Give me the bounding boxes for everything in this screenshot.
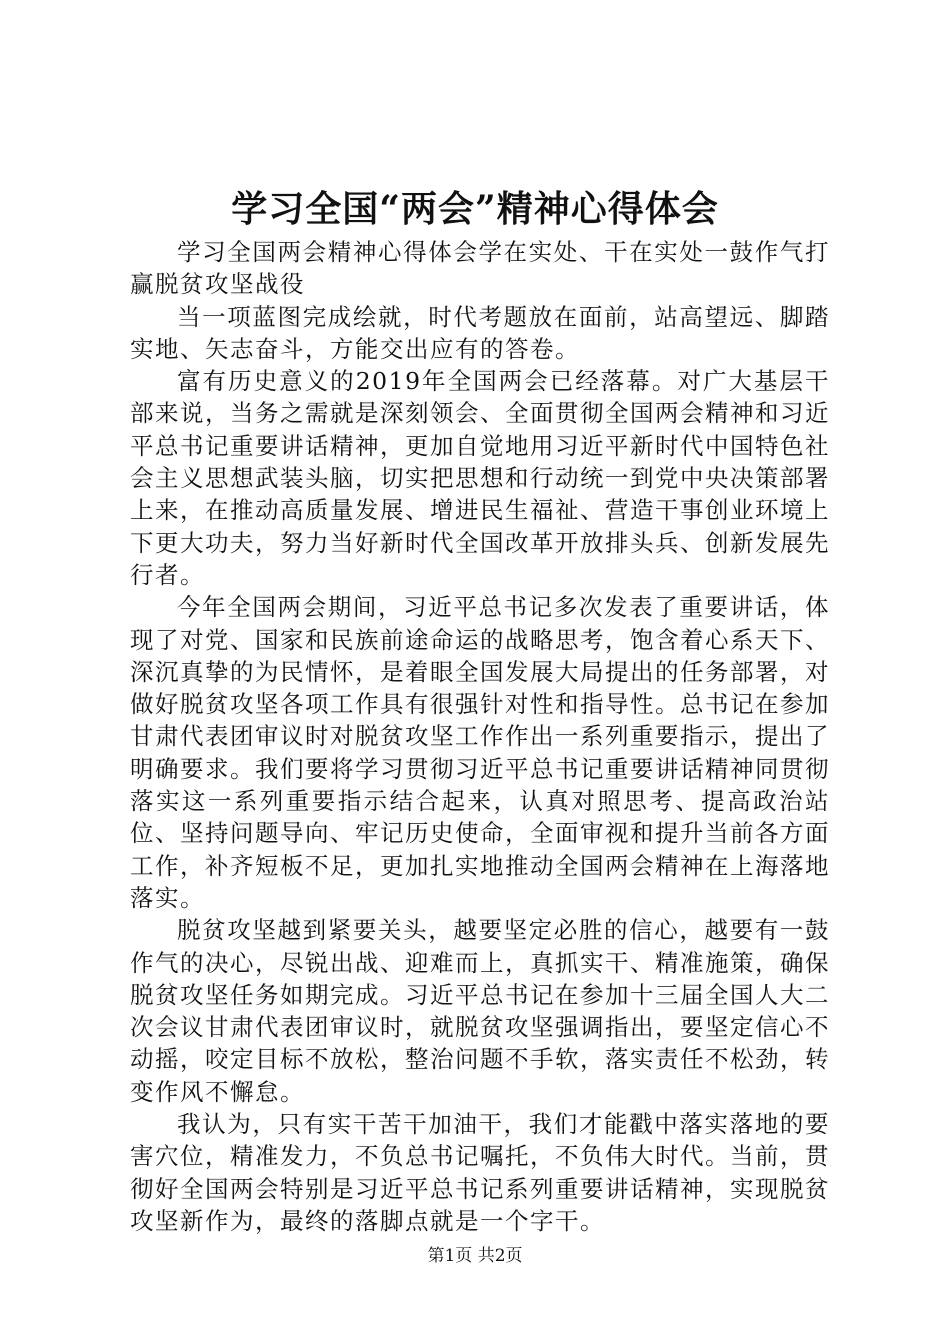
paragraph: 今年全国两会期间，习近平总书记多次发表了重要讲话，体现了对党、国家和民族前途命运的战略思考，饱含着心系天下、深沉真挚的为民情怀，是着眼全国发展大局提出的任务部署，对做好脱贫攻坚各项工作具有很强针对性和指导性。总书记在参加甘肃代表团审议时对脱贫攻坚工作作出一系列重要指示，提出了明确要求。我们要将学习贯彻习近平总书记重要讲话精神同贯彻落实这一系列重要指示结合起来，认真对照思考、提高政治站位、坚持问题导向、牢记历史使命，全面审视和提升当前各方面工作，补齐短板不足，更加扎实地推动全国两会精神在上海落地落实。 <box>130 593 830 912</box>
paragraph: 脱贫攻坚越到紧要关头，越要坚定必胜的信心，越要有一鼓作气的决心，尽锐出战、迎难而上，真抓实干、精准施策，确保脱贫攻坚任务如期完成。习近平总书记在参加十三届全国人大二次会议甘肃代表团审议时，就脱贫攻坚强调指出，要坚定信心不动摇，咬定目标不放松，整治问题不手软，落实责任不松劲，转变作风不懈怠。 <box>130 916 830 1106</box>
paragraph: 我认为，只有实干苦干加油干，我们才能戳中落实落地的要害穴位，精准发力，不负总书记嘱托，不负伟大时代。当前，贯彻好全国两会特别是习近平总书记系列重要讲话精神，实现脱贫攻坚新作为，最终的落脚点就是一个字干。 <box>130 1110 830 1235</box>
paragraph: 当一项蓝图完成绘就，时代考题放在面前，站高望远、脚踏实地、矢志奋斗，方能交出应有的答卷。 <box>130 302 830 363</box>
page-number-footer: 第1页 共2页 <box>427 1246 523 1266</box>
paragraph: 学习全国两会精神心得体会学在实处、干在实处一鼓作气打赢脱贫攻坚战役 <box>130 238 830 299</box>
document-body <box>130 236 830 1237</box>
paragraph: 富有历史意义的2019年全国两会已经落幕。对广大基层干部来说，当务之需就是深刻领会、全面贯彻全国两会精神和习近平总书记重要讲话精神，更加自觉地用习近平新时代中国特色社会主义思想武装头脑，切实把思想和行动统一到党中央决策部署上来，在推动高质量发展、增进民生福祉、营造干事创业环境上下更大功夫，努力当好新时代全国改革开放排头兵、创新发展先行者。 <box>130 367 830 589</box>
document-title: 学习全国“两会”精神心得体会 <box>231 188 719 230</box>
